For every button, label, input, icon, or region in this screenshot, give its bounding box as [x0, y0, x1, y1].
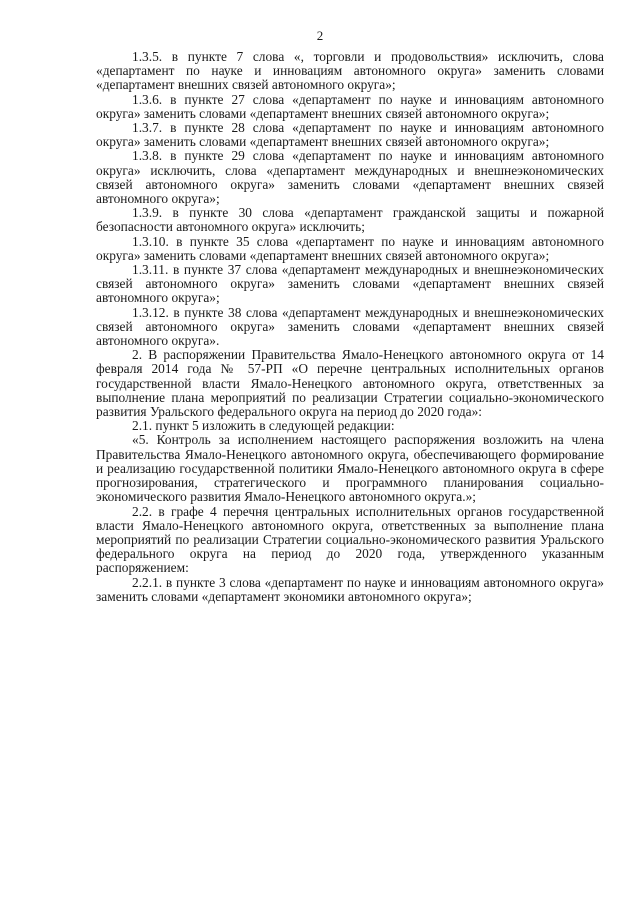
paragraph-1-3-12: 1.3.12. в пункте 38 слова «департамент международных и внешнеэкономических связей автономного округа» заменить словами «департамент внешних связей автономного округа». — [96, 304, 604, 349]
paragraph-1-3-8: 1.3.8. в пункте 29 слова «департамент по науке и инновациям автономного округа» исключить, слова «департамент международных и внешнеэкономических связей автономного округа» заменить словами «департамент внешних связей автономного округа»; — [96, 148, 604, 207]
paragraph-1-3-6: 1.3.6. в пункте 27 слова «департамент по науке и инновациям автономного округа» заменить словами «департамент внешних связей автономного округа»; — [96, 91, 604, 121]
paragraph-1-3-9: 1.3.9. в пункте 30 слова «департамент гражданской защиты и пожарной безопасности автономного округа» исключить; — [96, 205, 604, 235]
paragraph-1-3-10: 1.3.10. в пункте 35 слова «департамент по науке и инновациям автономного округа» заменить словами «департамент внешних связей автономного округа»; — [96, 233, 604, 263]
paragraph-2-1: 2.1. пункт 5 изложить в следующей редакции: — [132, 418, 395, 434]
paragraph-1-3-5: 1.3.5. в пункте 7 слова «, торговли и продовольствия» исключить, слова «департамент по науке и инновациям автономного округа» заменить словами «департамент внешних связей автономного округа»; — [96, 49, 604, 93]
paragraph-2-1-quote: «5. Контроль за исполнением настоящего распоряжения возложить на члена Правительства Ямало-Ненецкого автономного округа, обеспечивающего формирование и реализацию государственной политики Ямало-Ненецкого автономного округа в сфере прогнозирования, стратегического и программного планирования социально-экономического развития Ямало-Ненецкого автономного округа.»; — [96, 432, 604, 505]
paragraph-2-2: 2.2. в графе 4 перечня центральных исполнительных органов государственной власти Ямало-Ненецкого автономного округа, ответственных за выполнение плана мероприятий по реализации Стратегии социально-экономического развития Уральского федерального округа на период до 2020 года, утвержденного указанным распоряжением: — [96, 503, 604, 576]
page-number: 2 — [316, 28, 324, 43]
paragraph-2: 2. В распоряжении Правительства Ямало-Ненецкого автономного округа от 14 февраля 2014 года № 57-РП «О перечне центральных исполнительных органов государственной власти Ямало-Ненецкого автономного округа, ответственных за выполнение плана мероприятий по реализации Стратегии социально-экономического развития Уральского федерального округа на период до 2020 года»: — [96, 347, 604, 420]
paragraph-1-3-11: 1.3.11. в пункте 37 слова «департамент международных и внешнеэкономических связей автономного округа» заменить словами «департамент внешних связей автономного округа»; — [96, 262, 604, 306]
paragraph-1-3-7: 1.3.7. в пункте 28 слова «департамент по науке и инновациям автономного округа» заменить словами «департамент внешних связей автономного округа»; — [96, 120, 604, 150]
paragraph-2-2-1: 2.2.1. в пункте 3 слова «департамент по науке и инновациям автономного округа» заменить словами «департамент экономики автономного округа»; — [96, 574, 604, 604]
document-body — [96, 50, 604, 604]
